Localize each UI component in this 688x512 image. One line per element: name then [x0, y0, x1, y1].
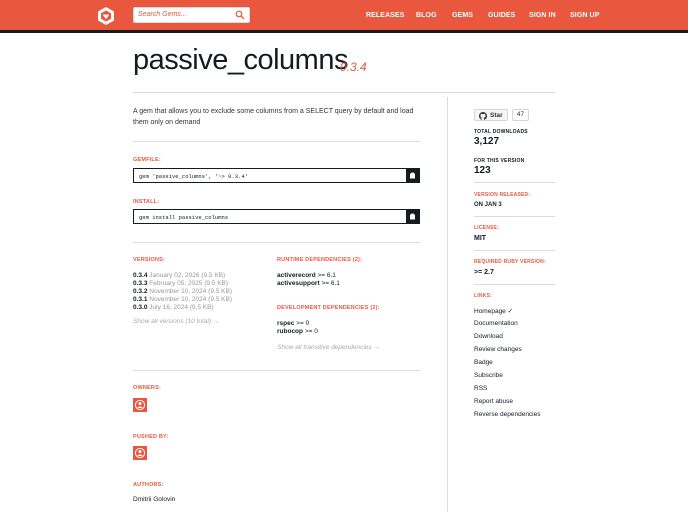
- gemfile-code: gem 'passive_columns', '~> 0.3.4': [139, 173, 248, 180]
- rubygems-logo-icon[interactable]: [96, 6, 116, 26]
- divider: [474, 284, 555, 285]
- dep-requirement: >= 6.1: [317, 272, 336, 279]
- install-label: INSTALL:: [133, 199, 160, 205]
- version-number: 0.3.3: [133, 280, 148, 287]
- gem-description: A gem that allows you to exclude some columns from a SELECT query by default and load them only on demand: [133, 108, 414, 126]
- show-all-versions-link[interactable]: Show all versions (10 total) →: [133, 318, 220, 325]
- dep-name: rubocop: [277, 328, 303, 335]
- link-review-changes[interactable]: Review changes: [474, 346, 522, 353]
- github-icon: [479, 112, 487, 120]
- total-downloads-value: 3,127: [474, 136, 500, 147]
- version-date: February 05, 2025 (9.5 KB): [149, 280, 229, 287]
- search-input[interactable]: Search Gems...: [138, 11, 187, 18]
- link-documentation[interactable]: Documentation: [474, 320, 518, 327]
- license-value: MIT: [474, 235, 487, 242]
- clipboard-icon: [409, 213, 416, 220]
- star-label: Star: [490, 112, 503, 119]
- nav-guides[interactable]: GUIDES: [488, 12, 516, 19]
- github-star-button[interactable]: [474, 109, 508, 121]
- version-row[interactable]: [133, 288, 232, 295]
- link-download[interactable]: Download: [474, 333, 503, 340]
- dep-name: activesupport: [277, 280, 320, 287]
- link-subscribe[interactable]: Subscribe: [474, 372, 503, 379]
- runtime-dep[interactable]: [277, 272, 336, 279]
- version-date: July 16, 2024 (9.5 KB): [149, 304, 214, 311]
- link-reverse-dependencies[interactable]: Reverse dependencies: [474, 411, 541, 418]
- dev-deps-label: DEVELOPMENT DEPENDENCIES (2):: [277, 305, 380, 311]
- version-downloads-value: 123: [474, 165, 491, 176]
- show-transitive-deps-link[interactable]: Show all transitive dependencies →: [277, 344, 380, 351]
- released-label: VERSION RELEASED:: [474, 192, 531, 198]
- owners-label: OWNERS:: [133, 385, 161, 391]
- dep-requirement: >= 0: [304, 328, 318, 335]
- nav-blog[interactable]: BLOG: [416, 12, 437, 19]
- search-box[interactable]: [133, 7, 250, 23]
- pushed-by-label: PUSHED BY:: [133, 434, 169, 440]
- dep-requirement: >= 6.1: [321, 280, 340, 287]
- divider: [474, 250, 555, 251]
- version-downloads-label: FOR THIS VERSION: [474, 158, 525, 164]
- clipboard-icon: [409, 172, 416, 179]
- gemfile-label: GEMFILE:: [133, 157, 161, 163]
- search-icon[interactable]: [235, 10, 245, 20]
- links-label: LINKS:: [474, 293, 492, 299]
- dev-dep[interactable]: [277, 320, 309, 327]
- version-date: January 02, 2026 (9.5 KB): [149, 272, 226, 279]
- version-row[interactable]: [133, 304, 214, 311]
- versions-label: VERSIONS:: [133, 257, 166, 263]
- version-number: 0.3.4: [133, 272, 148, 279]
- nav-sign-in[interactable]: SIGN IN: [529, 12, 556, 19]
- version-row[interactable]: [133, 272, 225, 279]
- runtime-dep[interactable]: [277, 280, 340, 287]
- released-value: ON JAN 3: [474, 202, 502, 208]
- gem-version: 0.3.4: [340, 60, 367, 74]
- gem-name: passive_columns: [133, 44, 348, 76]
- owner-avatar[interactable]: [133, 398, 147, 412]
- dep-name: rspec: [277, 320, 295, 327]
- author-name: Dmitrii Golovin: [133, 496, 176, 503]
- nav-sign-up[interactable]: SIGN UP: [570, 12, 600, 19]
- pusher-avatar[interactable]: [133, 446, 147, 460]
- divider: [133, 370, 420, 371]
- gemfile-snippet[interactable]: [133, 168, 420, 183]
- copy-install-button[interactable]: [406, 210, 419, 223]
- version-row[interactable]: [133, 280, 228, 287]
- header-divider: [0, 30, 688, 33]
- link-report-abuse[interactable]: Report abuse: [474, 398, 514, 405]
- ruby-version-label: REQUIRED RUBY VERSION:: [474, 259, 546, 265]
- total-downloads-label: TOTAL DOWNLOADS: [474, 129, 528, 135]
- link-homepage[interactable]: Homepage ✓: [474, 308, 514, 315]
- runtime-deps-label: RUNTIME DEPENDENCIES (2):: [277, 257, 363, 263]
- divider: [133, 242, 420, 243]
- copy-gemfile-button[interactable]: [406, 169, 419, 182]
- version-date: November 10, 2024 (9.5 KB): [149, 288, 233, 295]
- divider: [474, 182, 555, 183]
- divider: [474, 216, 555, 217]
- divider: [133, 141, 420, 142]
- dep-name: activerecord: [277, 272, 316, 279]
- title-divider: [133, 92, 555, 93]
- star-count[interactable]: 47: [512, 109, 529, 121]
- nav-gems[interactable]: GEMS: [452, 12, 474, 19]
- version-row[interactable]: [133, 296, 232, 303]
- version-date: November 10, 2024 (9.5 KB): [149, 296, 233, 303]
- link-rss[interactable]: RSS: [474, 385, 488, 392]
- license-label: LICENSE:: [474, 225, 499, 231]
- dev-dep[interactable]: [277, 328, 318, 335]
- dep-requirement: >= 0: [296, 320, 310, 327]
- link-badge[interactable]: Badge: [474, 359, 493, 366]
- sidebar-divider: [447, 97, 448, 512]
- ruby-version-value: >= 2.7: [474, 269, 494, 276]
- version-number: 0.3.1: [133, 296, 148, 303]
- nav-releases[interactable]: RELEASES: [366, 12, 405, 19]
- install-snippet[interactable]: [133, 209, 420, 224]
- version-number: 0.3.2: [133, 288, 148, 295]
- authors-label: AUTHORS:: [133, 482, 164, 488]
- install-code: gem install passive_columns: [139, 214, 229, 221]
- version-number: 0.3.0: [133, 304, 148, 311]
